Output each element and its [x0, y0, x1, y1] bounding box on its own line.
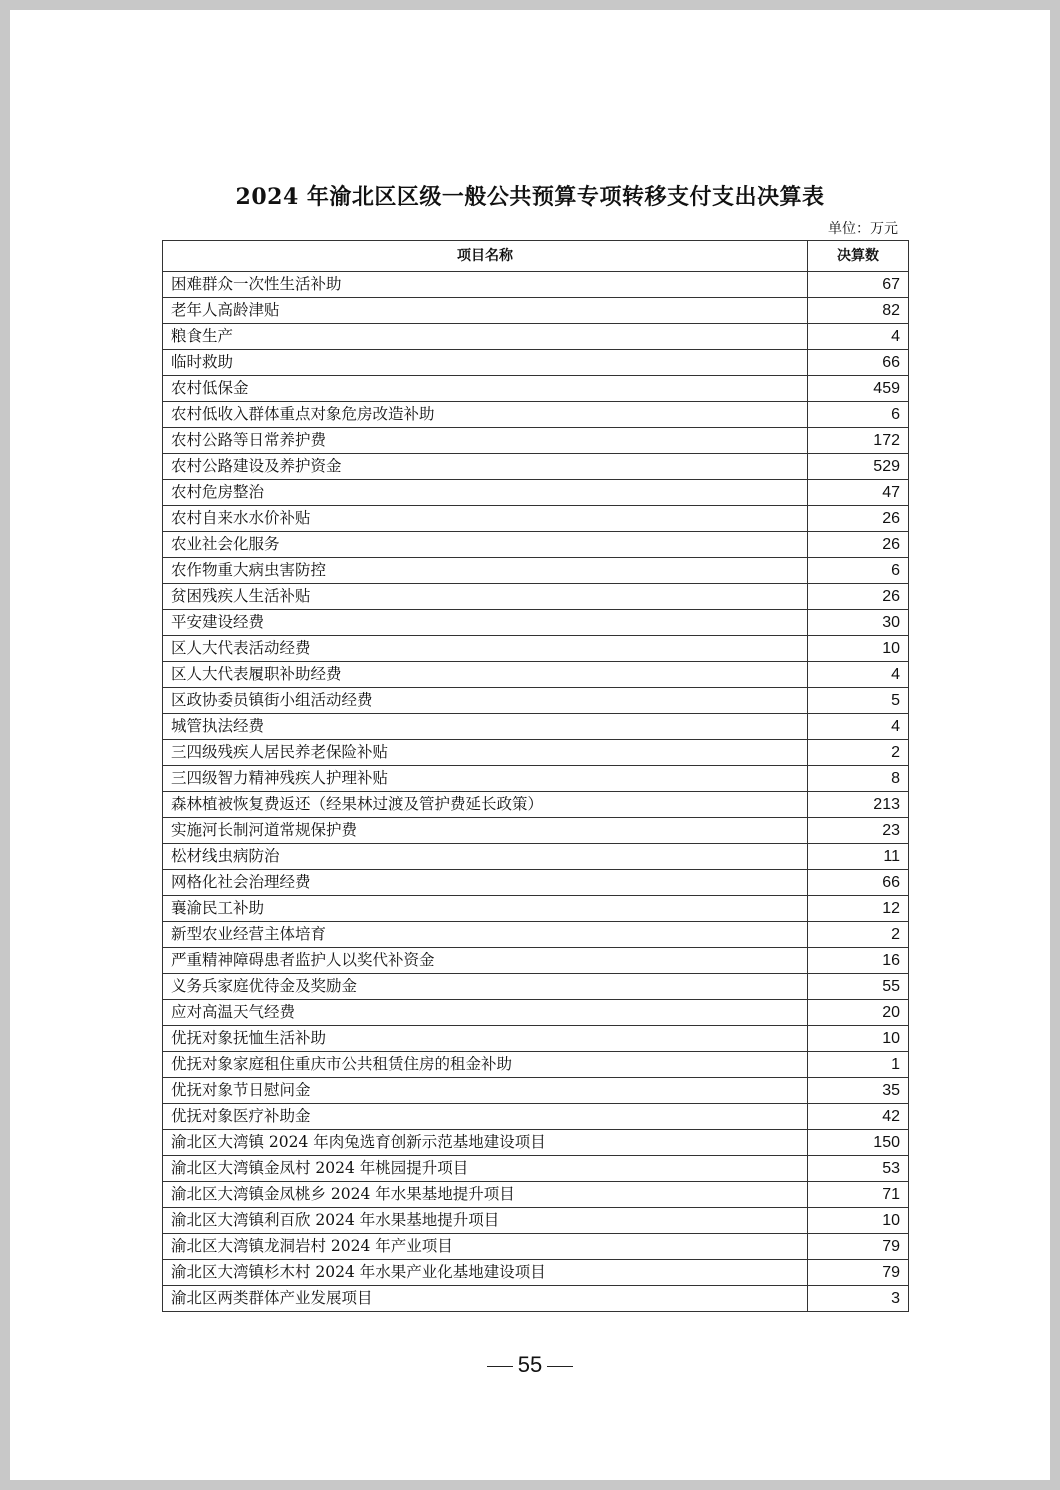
project-name-cell: 三四级智力精神残疾人护理补贴 — [163, 766, 808, 792]
table-row — [163, 1286, 909, 1312]
final-amount-cell: 4 — [808, 324, 909, 350]
table-row — [163, 324, 909, 350]
final-amount-cell: 150 — [808, 1130, 909, 1156]
final-amount-cell: 16 — [808, 948, 909, 974]
table-row — [163, 506, 909, 532]
table-row — [163, 480, 909, 506]
table-row — [163, 714, 909, 740]
table-row — [163, 1078, 909, 1104]
project-name-cell: 新型农业经营主体培育 — [163, 922, 808, 948]
project-name-cell: 渝北区大湾镇杉木村 2024 年水果产业化基地建设项目 — [163, 1260, 808, 1286]
table-row — [163, 350, 909, 376]
project-name-cell: 严重精神障碍患者监护人以奖代补资金 — [163, 948, 808, 974]
final-amount-cell: 30 — [808, 610, 909, 636]
page-number — [10, 1352, 1050, 1378]
final-amount-cell: 55 — [808, 974, 909, 1000]
final-amount-cell: 47 — [808, 480, 909, 506]
table-header-row — [163, 241, 909, 272]
table-row — [163, 1208, 909, 1234]
final-amount-cell: 26 — [808, 584, 909, 610]
table-row — [163, 974, 909, 1000]
project-name-cell: 松材线虫病防治 — [163, 844, 808, 870]
project-name-cell: 应对高温天气经费 — [163, 1000, 808, 1026]
budget-table — [162, 240, 909, 1312]
table-row — [163, 792, 909, 818]
project-name-cell: 渝北区两类群体产业发展项目 — [163, 1286, 808, 1312]
project-name-cell: 实施河长制河道常规保护费 — [163, 818, 808, 844]
final-amount-cell: 67 — [808, 272, 909, 298]
final-amount-cell: 213 — [808, 792, 909, 818]
project-name-cell: 农村自来水水价补贴 — [163, 506, 808, 532]
table-row — [163, 584, 909, 610]
final-amount-cell: 12 — [808, 896, 909, 922]
table-row — [163, 428, 909, 454]
table-row — [163, 272, 909, 298]
project-name-cell: 渝北区大湾镇利百欣 2024 年水果基地提升项目 — [163, 1208, 808, 1234]
final-amount-cell: 3 — [808, 1286, 909, 1312]
page-number-dash-left — [487, 1366, 513, 1367]
project-name-cell: 优抚对象抚恤生活补助 — [163, 1026, 808, 1052]
project-name-cell: 困难群众一次性生活补助 — [163, 272, 808, 298]
final-amount-cell: 6 — [808, 558, 909, 584]
final-amount-cell: 82 — [808, 298, 909, 324]
table-row — [163, 1026, 909, 1052]
project-name-cell: 渝北区大湾镇 2024 年肉兔选育创新示范基地建设项目 — [163, 1130, 808, 1156]
final-amount-cell: 4 — [808, 714, 909, 740]
final-amount-cell: 26 — [808, 506, 909, 532]
final-amount-cell: 459 — [808, 376, 909, 402]
project-name-cell: 区人大代表履职补助经费 — [163, 662, 808, 688]
page-title: 2024 年渝北区区级一般公共预算专项转移支付支出决算表 — [235, 184, 825, 210]
final-amount-cell: 10 — [808, 1026, 909, 1052]
final-amount-cell: 8 — [808, 766, 909, 792]
project-name-cell: 粮食生产 — [163, 324, 808, 350]
project-name-cell: 区政协委员镇街小组活动经费 — [163, 688, 808, 714]
table-row — [163, 376, 909, 402]
project-name-cell: 义务兵家庭优待金及奖励金 — [163, 974, 808, 1000]
final-amount-cell: 71 — [808, 1182, 909, 1208]
project-name-cell: 渝北区大湾镇金凤村 2024 年桃园提升项目 — [163, 1156, 808, 1182]
project-name-cell: 农村低保金 — [163, 376, 808, 402]
final-amount-cell: 23 — [808, 818, 909, 844]
table-row — [163, 532, 909, 558]
page-number-dash-right — [547, 1366, 573, 1367]
project-name-cell: 森林植被恢复费返还（经果林过渡及管护费延长政策） — [163, 792, 808, 818]
project-name-cell: 网格化社会治理经费 — [163, 870, 808, 896]
table-body — [163, 272, 909, 1312]
table-row — [163, 1260, 909, 1286]
final-amount-cell: 2 — [808, 740, 909, 766]
table-row — [163, 766, 909, 792]
final-amount-cell: 53 — [808, 1156, 909, 1182]
final-amount-cell: 172 — [808, 428, 909, 454]
table-row — [163, 1156, 909, 1182]
final-amount-cell: 10 — [808, 1208, 909, 1234]
final-amount-cell: 10 — [808, 636, 909, 662]
final-amount-cell: 1 — [808, 1052, 909, 1078]
final-amount-cell: 4 — [808, 662, 909, 688]
table-row — [163, 688, 909, 714]
table-row — [163, 454, 909, 480]
project-name-cell: 优抚对象医疗补助金 — [163, 1104, 808, 1130]
project-name-cell: 农作物重大病虫害防控 — [163, 558, 808, 584]
project-name-cell: 区人大代表活动经费 — [163, 636, 808, 662]
project-name-cell: 农村公路等日常养护费 — [163, 428, 808, 454]
table-row — [163, 1000, 909, 1026]
project-name-cell: 三四级残疾人居民养老保险补贴 — [163, 740, 808, 766]
project-name-cell: 优抚对象家庭租住重庆市公共租赁住房的租金补助 — [163, 1052, 808, 1078]
final-amount-cell: 26 — [808, 532, 909, 558]
table-row — [163, 870, 909, 896]
project-name-cell: 襄渝民工补助 — [163, 896, 808, 922]
table-row — [163, 948, 909, 974]
project-name-cell: 渝北区大湾镇龙洞岩村 2024 年产业项目 — [163, 1234, 808, 1260]
final-amount-cell: 66 — [808, 870, 909, 896]
final-amount-cell: 79 — [808, 1260, 909, 1286]
header-project-name: 项目名称 — [163, 241, 808, 272]
final-amount-cell: 66 — [808, 350, 909, 376]
project-name-cell: 渝北区大湾镇金凤桃乡 2024 年水果基地提升项目 — [163, 1182, 808, 1208]
table-row — [163, 298, 909, 324]
table-row — [163, 1182, 909, 1208]
final-amount-cell: 20 — [808, 1000, 909, 1026]
project-name-cell: 老年人高龄津贴 — [163, 298, 808, 324]
project-name-cell: 贫困残疾人生活补贴 — [163, 584, 808, 610]
table-row — [163, 922, 909, 948]
final-amount-cell: 6 — [808, 402, 909, 428]
table-row — [163, 1104, 909, 1130]
header-final-amount: 决算数 — [808, 241, 909, 272]
table-row — [163, 636, 909, 662]
table-row — [163, 662, 909, 688]
table-row — [163, 558, 909, 584]
project-name-cell: 农村低收入群体重点对象危房改造补助 — [163, 402, 808, 428]
table-row — [163, 1234, 909, 1260]
table-row — [163, 818, 909, 844]
table-row — [163, 896, 909, 922]
project-name-cell: 城管执法经费 — [163, 714, 808, 740]
project-name-cell: 农村危房整治 — [163, 480, 808, 506]
final-amount-cell: 79 — [808, 1234, 909, 1260]
final-amount-cell: 2 — [808, 922, 909, 948]
table-row — [163, 844, 909, 870]
table-row — [163, 740, 909, 766]
final-amount-cell: 11 — [808, 844, 909, 870]
table-row — [163, 402, 909, 428]
project-name-cell: 临时救助 — [163, 350, 808, 376]
final-amount-cell: 42 — [808, 1104, 909, 1130]
final-amount-cell: 35 — [808, 1078, 909, 1104]
table-row — [163, 610, 909, 636]
page-number-value: 55 — [517, 1352, 543, 1377]
table-row — [163, 1130, 909, 1156]
document-page — [10, 10, 1050, 1480]
unit-label: 单位：万元 — [828, 221, 898, 237]
project-name-cell: 平安建设经费 — [163, 610, 808, 636]
final-amount-cell: 529 — [808, 454, 909, 480]
project-name-cell: 农村公路建设及养护资金 — [163, 454, 808, 480]
project-name-cell: 农业社会化服务 — [163, 532, 808, 558]
final-amount-cell: 5 — [808, 688, 909, 714]
project-name-cell: 优抚对象节日慰问金 — [163, 1078, 808, 1104]
table-row — [163, 1052, 909, 1078]
